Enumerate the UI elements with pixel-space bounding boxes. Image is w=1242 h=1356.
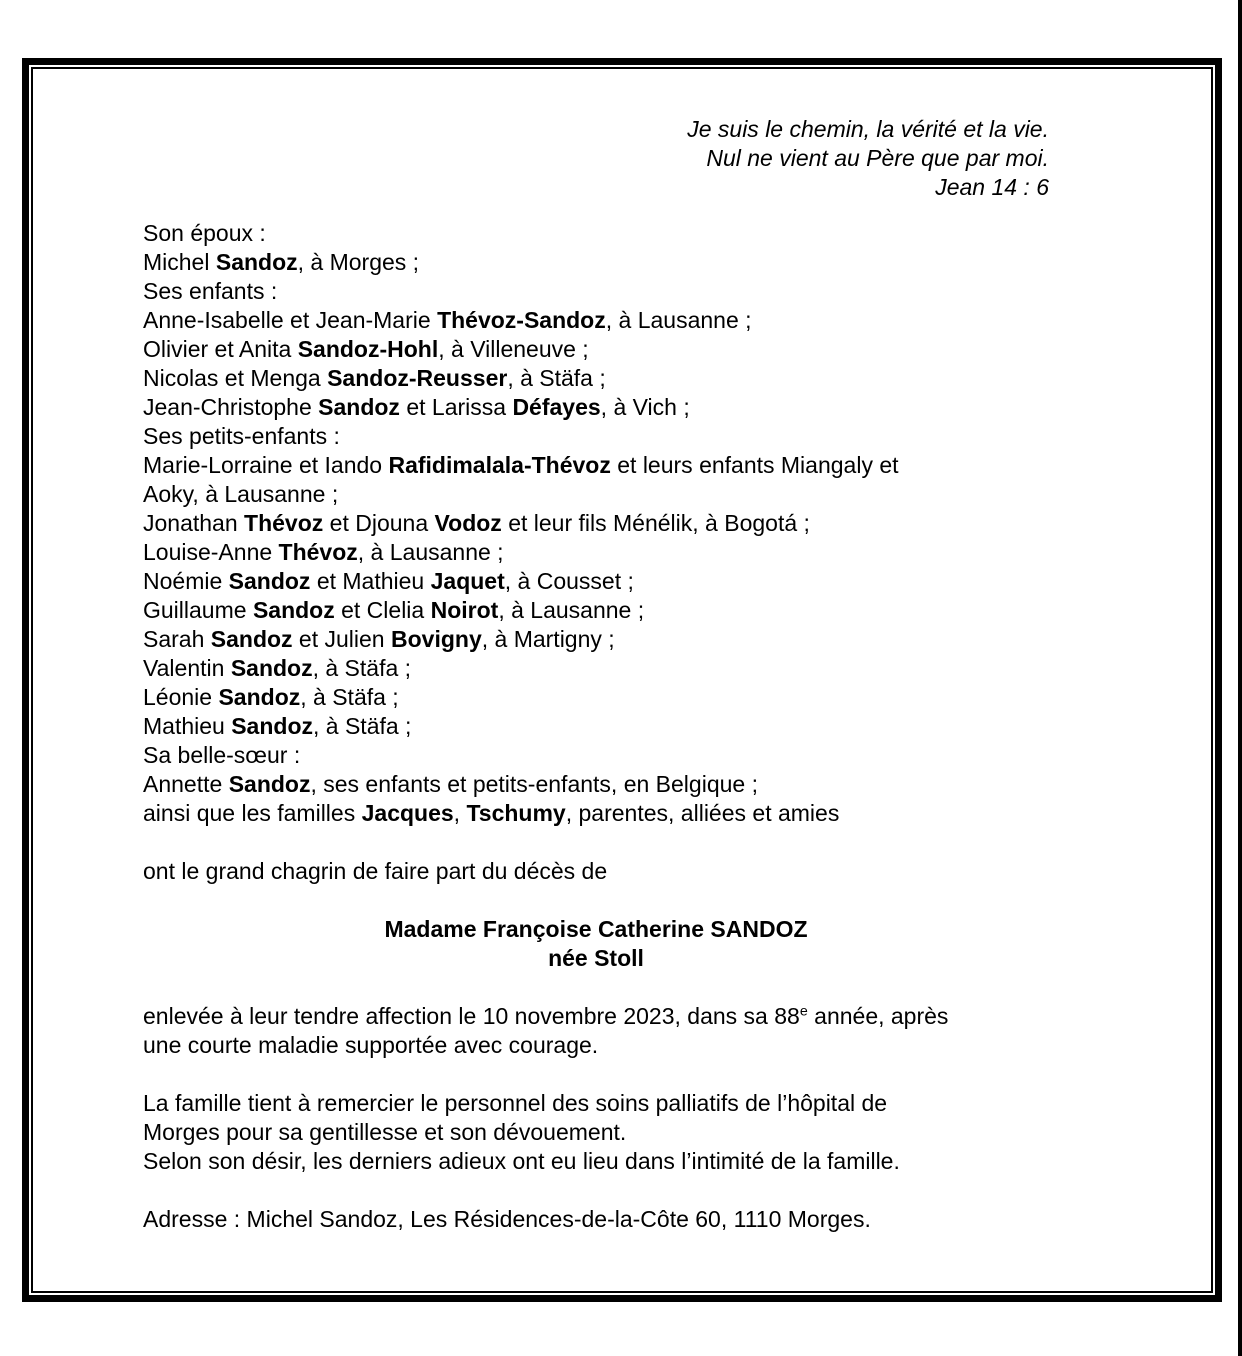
death-details-paragraph: [143, 1002, 1049, 1060]
text-line: Mathieu Sandoz, à Stäfa ;: [143, 713, 412, 739]
family-list: [143, 219, 1049, 828]
text-line: Aoky, à Lausanne ;: [143, 481, 339, 507]
text-line: Nul ne vient au Père que par moi.: [706, 145, 1049, 171]
page-edge-line: [1238, 0, 1242, 1356]
text-line: Jean 14 : 6: [935, 174, 1049, 200]
text-line: Selon son désir, les derniers adieux ont eu lieu dans l’intimité de la famille.: [143, 1148, 900, 1174]
text-column: [143, 69, 1049, 1234]
page-frame-outer: [22, 58, 1222, 1302]
text-line: enlevée à leur tendre affection le 10 novembre 2023, dans sa 88e année, après: [143, 1003, 949, 1029]
text-line: Léonie Sandoz, à Stäfa ;: [143, 684, 399, 710]
deceased-name-title: [143, 915, 1049, 973]
text-line: Je suis le chemin, la vérité et la vie.: [687, 116, 1049, 142]
text-line: Ses petits-enfants :: [143, 423, 340, 449]
address-line: [143, 1205, 1049, 1234]
text-line: Valentin Sandoz, à Stäfa ;: [143, 655, 412, 681]
text-line: Adresse : Michel Sandoz, Les Résidences-de-la-Côte 60, 1110 Morges.: [143, 1206, 871, 1232]
text-line: une courte maladie supportée avec courage.: [143, 1032, 599, 1058]
text-line: Nicolas et Menga Sandoz-Reusser, à Stäfa ;: [143, 365, 606, 391]
text-line: ont le grand chagrin de faire part du décès de: [143, 858, 608, 884]
text-line: Ses enfants :: [143, 278, 278, 304]
text-line: Jonathan Thévoz et Djouna Vodoz et leur fils Ménélik, à Bogotá ;: [143, 510, 810, 536]
page-frame-inner: [31, 67, 1213, 1293]
text-line: Anne-Isabelle et Jean-Marie Thévoz-Sandoz, à Lausanne ;: [143, 307, 752, 333]
text-line: Olivier et Anita Sandoz-Hohl, à Villeneuve ;: [143, 336, 589, 362]
text-line: ainsi que les familles Jacques, Tschumy, parentes, alliées et amies: [143, 800, 840, 826]
text-line: Noémie Sandoz et Mathieu Jaquet, à Cousset ;: [143, 568, 634, 594]
text-line: La famille tient à remercier le personnel des soins palliatifs de l’hôpital de: [143, 1090, 888, 1116]
text-line: Guillaume Sandoz et Clelia Noirot, à Lausanne ;: [143, 597, 645, 623]
text-line: Madame Françoise Catherine SANDOZ: [384, 916, 808, 942]
text-line: Jean-Christophe Sandoz et Larissa Défayes, à Vich ;: [143, 394, 690, 420]
text-line: née Stoll: [548, 945, 644, 971]
text-line: Marie-Lorraine et Iando Rafidimalala-Thévoz et leurs enfants Miangaly et: [143, 452, 899, 478]
announcement-line: [143, 857, 1049, 886]
text-line: Sa belle-sœur :: [143, 742, 301, 768]
text-line: Michel Sandoz, à Morges ;: [143, 249, 420, 275]
text-line: Son époux :: [143, 220, 266, 246]
epigraph-scripture-quote: [143, 115, 1049, 202]
text-line: Annette Sandoz, ses enfants et petits-enfants, en Belgique ;: [143, 771, 758, 797]
text-line: Louise-Anne Thévoz, à Lausanne ;: [143, 539, 504, 565]
text-line: Sarah Sandoz et Julien Bovigny, à Martigny ;: [143, 626, 615, 652]
thanks-paragraph: [143, 1089, 1049, 1176]
text-line: Morges pour sa gentillesse et son dévouement.: [143, 1119, 627, 1145]
